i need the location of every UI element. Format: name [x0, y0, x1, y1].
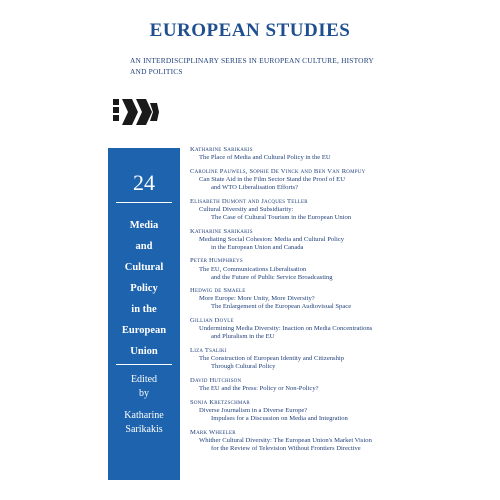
series-subtitle-line: AND POLITICS — [130, 67, 183, 76]
chapter-author: Katharine Sarikakis — [190, 227, 253, 235]
contents-entry — [190, 257, 490, 281]
book-title — [108, 215, 180, 362]
contents-entry — [190, 228, 490, 252]
book-title-line: Media — [129, 220, 159, 231]
book-title-line: Cultural — [124, 262, 164, 273]
chapter-author: Peter Humphreys — [190, 257, 243, 265]
chapter-author: Caroline Pauwels, Sophie De Vinck and Ben Van Rompuy — [190, 167, 366, 175]
chapter-title: The EU and the Press: Policy or Non-Policy? — [199, 385, 319, 392]
contents-entry — [190, 399, 490, 423]
divider — [116, 364, 172, 365]
chapter-author: Liza Tsaliki — [190, 347, 227, 355]
series-subtitle-line: AN INTERDISCIPLINARY SERIES IN EUROPEAN CULTURE, HISTORY — [130, 56, 374, 65]
book-title-line: Union — [130, 346, 158, 357]
book-title-line: European — [121, 325, 167, 336]
chapter-title: Diverse Journalism in a Diverse Europe? — [199, 406, 308, 414]
chapter-title: and Pluralism in the EU — [211, 333, 275, 341]
chapter-author: Gillian Doyle — [190, 317, 234, 325]
contents-entry — [190, 317, 490, 341]
chapter-title: Whither Cultural Diversity: The European Union's Market Vision — [199, 436, 372, 444]
chapter-title: Cultural Diversity and Subsidiarity: — [199, 205, 294, 213]
chapter-title: The Place of Media and Cultural Policy in the EU — [199, 154, 331, 162]
chapter-title: Can State Aid in the Film Sector Stand the Proof of EU — [199, 175, 345, 183]
edited-label: Edited — [130, 374, 158, 385]
series-logo-icon — [112, 97, 160, 127]
contents-entry — [190, 347, 490, 371]
chapter-title: Undermining Media Diversity: Inaction on Media Concentrations — [199, 325, 373, 333]
chapter-title: Mediating Social Cohesion: Media and Cultural Policy — [199, 235, 345, 243]
chapter-author: Mark Wheeler — [190, 428, 236, 436]
contents-entry — [190, 198, 490, 222]
book-title-line: and — [135, 241, 153, 252]
chapter-title: and the Future of Public Service Broadcasting — [211, 273, 333, 281]
series-subtitle — [130, 55, 430, 77]
chapter-title: The Construction of European Identity and Citizenship — [199, 355, 345, 363]
chapter-title: More Europe: More Unity, More Diversity? — [199, 295, 315, 303]
book-title-line: in the — [131, 304, 157, 315]
chapter-author: Hedwig de Smaele — [190, 287, 246, 295]
chapter-title: in the European Union and Canada — [211, 243, 304, 251]
chapter-author: Sonja Kretzschmar — [190, 398, 250, 406]
series-title: EUROPEAN STUDIES — [149, 20, 351, 41]
contents-entry — [190, 429, 490, 453]
editor-first-name: Katharine — [124, 410, 164, 421]
volume-sidebar — [108, 148, 180, 480]
chapter-title: Through Cultural Policy — [211, 363, 276, 371]
chapter-title: Impulses for a Discussion on Media and Integration — [211, 414, 348, 422]
chapter-author: Katharine Sarikakis — [190, 146, 253, 153]
editor-last-name: Sarikakis — [125, 424, 163, 435]
editor-credit — [108, 373, 180, 437]
chapter-title: for the Review of Television Without Frontiers Directive — [211, 444, 361, 452]
book-title-line: Policy — [130, 283, 158, 294]
table-of-contents — [190, 146, 490, 458]
contents-entry — [190, 377, 490, 393]
chapter-title: The Case of Cultural Tourism in the European Union — [211, 213, 352, 221]
contents-entry — [190, 168, 490, 192]
chapter-author: Elisabeth Dumont and Jacques Teller — [190, 197, 308, 205]
chapter-title: and WTO Liberalisation Efforts? — [211, 183, 298, 191]
contents-entry — [190, 287, 490, 311]
volume-number: 24 — [133, 170, 155, 195]
chapter-author: David Hutchison — [190, 376, 242, 384]
contents-entry — [190, 146, 490, 162]
chapter-title: The Enlargement of the European Audiovisual Space — [211, 303, 352, 311]
divider — [116, 202, 172, 203]
by-label: by — [139, 388, 149, 399]
chapter-title: The EU, Communications Liberalisation — [199, 265, 307, 273]
